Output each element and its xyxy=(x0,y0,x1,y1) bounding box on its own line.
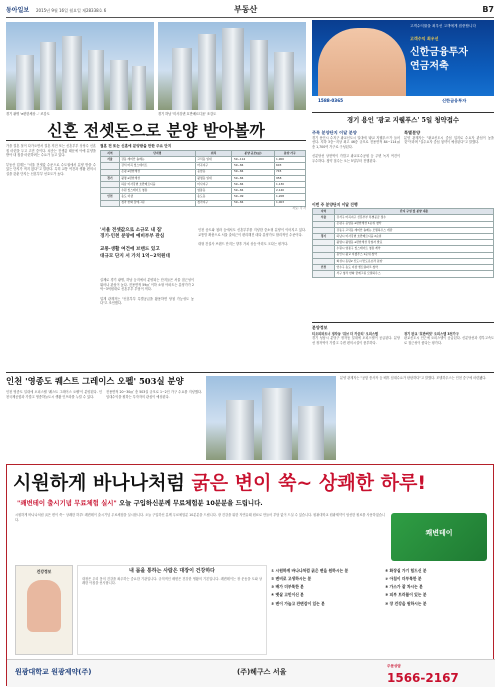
bank-ad-brand: 신한금융투자 xyxy=(410,47,468,58)
data-table xyxy=(100,150,306,207)
bank-ad-product: 연금저축 xyxy=(410,61,449,72)
schedule-cell: 광명시 광명동 e편한세상 당첨자 발표 xyxy=(335,240,494,246)
th-units: 분양 가구 xyxy=(274,150,305,156)
section-title: 부동산 xyxy=(234,5,258,14)
order-label: 주문상담 xyxy=(387,664,401,668)
main-body-col3: 인천 송도와 청라 등에서도 신혼부부를 겨냥한 중소형 분양이 이어지고 있다. 교통망 확충으로 서울 출퇴근이 편리해진 데다 분양가도 합리적인 수준이다. 대형 건설사 브랜드 단지는 향후 가치 상승 여력도 크다는 평가다. xyxy=(198,228,306,246)
th-size: 분양 규모(㎡) xyxy=(232,150,274,156)
right-body: 경기 용인시 수지구 광교신도시 일대에 '광교 지웰푸스'가 들어선다. 지하 3층~지상 최고 46층 규모로 전용면적 84~114㎡ 총 1,700여 가구로 구성된다. 신분당선 상현역이 가깝고 광교호수공원 등 주변 녹지 여건이 우수하다. 청약 접수는 오는 5일부터 진행된다. xyxy=(312,135,400,163)
table-cell: 1,003 xyxy=(274,200,305,206)
table-cell: 응암동 xyxy=(195,169,232,175)
table-cell: 청라지구 xyxy=(195,200,232,206)
brief2-body: 판교신도시 인근에 오피스텔이 공급된다. 신분당선과 경부고속도로 접근성이 좋다는 평가다. xyxy=(404,336,494,345)
briefs-head: 분양정보 xyxy=(312,325,328,330)
schedule-table xyxy=(312,208,494,277)
right-box-title: 주목 분양단지 이달 분양 xyxy=(312,130,357,135)
table-source: 자료: 각 사 xyxy=(292,205,306,210)
bottom-body-col1: 인천 영종도 일대에 오피스텔 '퀘스트 그레이스 오펠'이 분양된다. 인천국제공항과 가깝고 영종하늘도시 생활 인프라를 누릴 수 있다. xyxy=(6,390,102,399)
page-number: B7 xyxy=(482,5,494,14)
checklist-item: ④ 뱃살 고민이신 분 xyxy=(271,592,304,598)
table-cell: 인천 xyxy=(101,194,120,200)
table-cell: 603 xyxy=(274,163,305,169)
health-ad[interactable] xyxy=(6,464,494,686)
checklist-item: ⑧ 가스가 잘 차시는 분 xyxy=(385,584,423,590)
brief2-title: 경기 판교 '호반써밋' 오피스텔 3천가구 xyxy=(404,332,459,336)
table-row xyxy=(101,200,306,206)
schedule-cell: 서구 청라 한화 꿈에그린 모델하우스 xyxy=(335,271,494,277)
table-cell: 강동 래미안 솔베뉴 xyxy=(119,157,195,163)
table-cell xyxy=(101,200,120,206)
health-info-label: 건강정보 xyxy=(36,569,52,574)
th-region: 지역 xyxy=(101,150,120,156)
checklist-item: ⑨ 피부 트러블이 있는 분 xyxy=(385,592,427,598)
schedule-cell: 서울 xyxy=(313,215,335,221)
schedule-table-block xyxy=(312,202,494,278)
checklist-item: ⑥ 화장실 가기 힘드신 분 xyxy=(385,568,427,573)
bank-ad-sub: 고객수익 최우선 xyxy=(410,36,439,41)
table-cell: 59~99 xyxy=(232,194,274,200)
bottom-photo xyxy=(206,376,336,460)
table-cell: 수원 힐스테이트 영통 xyxy=(119,188,195,194)
checklist-2 xyxy=(385,565,489,655)
bottom-body-col2: 전용면적 20~30㎡ 총 503실 규모로 1~2인 가구 수요를 겨냥했다. 임대수익을 원하는 투자자의 관심이 예상된다. xyxy=(106,390,204,399)
info-panel xyxy=(77,565,267,655)
schedule-cell: 용인시 광교 지웰푸스 1순위 청약 xyxy=(335,252,494,258)
checklist-item: ③ 배가 더부룩한 분 xyxy=(271,584,304,590)
photo-caption-2: 경기 하남 '미사강변 호반베르디움' 조감도 xyxy=(158,112,217,116)
table-cell: 은평 e편한세상 xyxy=(119,169,195,175)
table-cell: 송도동 xyxy=(195,194,232,200)
schedule-cell: 강동구 고덕동 래미안 솔베뉴 모델하우스 개관 xyxy=(335,227,494,233)
photo-caption-1: 경기 광명 'e편한세상 ..' 조감도 xyxy=(6,112,50,116)
page-header xyxy=(6,4,494,18)
table-cell: 송도 더샵 xyxy=(119,194,195,200)
schedule-row xyxy=(313,271,494,277)
ad-brand-1: 원광대학교 원광제약(주) xyxy=(15,668,92,676)
ad-sub-black: 오늘 구입하신분께 무료체험분 10분분을 드립니다. xyxy=(119,499,263,507)
table-cell: 청라 한화 꿈에그린 xyxy=(119,200,195,206)
schedule-cell: 인천 xyxy=(313,265,335,271)
table-cell: 영통동 xyxy=(195,188,232,194)
bank-ad-phone[interactable]: 1588-0365 xyxy=(318,98,344,103)
schedule-cell xyxy=(313,271,335,277)
checklist-1 xyxy=(271,565,381,655)
checklist-item: ① 시원하게 바나나처럼 굵은 변을 원하시는 분 xyxy=(271,568,349,573)
th-location: 위치 xyxy=(195,150,232,156)
table-cell: 강서 마곡 힐스테이트 xyxy=(119,163,195,169)
bottom-body-col3: 분양 관계자는 "공항 종사자 등 배후 임대수요가 탄탄하다"고 말했다. 모델하우스는 인천 중구에 마련됐다. xyxy=(340,376,487,380)
table-cell: 하남 미사강변 호반베르디움 xyxy=(119,181,195,187)
right-headline: 경기 용인 '광교 지웰푸스' 5일 청약접수 xyxy=(346,116,460,124)
right-box-sub: 특별분양 xyxy=(404,130,421,135)
th-name: 단지명 xyxy=(119,150,195,156)
apartment-photo-1 xyxy=(6,22,154,110)
table-cell: 59~84 xyxy=(232,163,274,169)
ad-box-text: 대장은 우리 몸의 건강을 좌우하는 중요한 기관입니다. 규칙적인 배변은 건강한 생활의 기본입니다. 쾌변테이는 장 운동을 도와 상쾌한 아침을 선사합니다. xyxy=(82,576,262,586)
checklist-item: ② 변비로 고생하시는 분 xyxy=(271,576,312,582)
table-cell: 2,140 xyxy=(274,188,305,194)
schedule-cell: 은평구 응암동 e편한세상 1순위 청약 xyxy=(335,221,494,227)
order-phone[interactable]: 1566-2167 xyxy=(387,671,459,685)
newspaper-name: 동아일보 xyxy=(6,7,30,14)
table-cell: 59~84 xyxy=(232,200,274,206)
main-body-col2: 실제로 경기 광명, 하남 등지에서 분양되는 단지들은 서울 접근성이 뛰어나 관심이 높다. 전용면적 59㎡ 이하 소형 아파트는 분양가가 2억~3억원대로 신혼부부 부담이 적다. 업계 관계자는 "신혼부부 특별공급을 활용하면 당첨 가능성도 높다"고 조언했다. xyxy=(100,278,194,306)
schedule-cell: 화성시 동탄2 신도시 반도유보라 분양 xyxy=(335,258,494,264)
schedule-cell: 하남시 미사강변 호반베르디움 2순위 xyxy=(335,234,494,240)
body-illustration xyxy=(27,580,61,632)
right-box-body: 분양 관계자는 "광교신도시 중심 입지로 수요자 관심이 높을 것"이라며 "실수요자 중심 청약이 예상된다"고 말했다. xyxy=(404,135,496,145)
ad-headline-2: 굵은 변이 쑥~ 상쾌한 하루! xyxy=(191,472,427,494)
product-image xyxy=(391,513,487,561)
table-cell: 59~84 xyxy=(232,188,274,194)
apartment-photo-2 xyxy=(158,22,306,110)
checklist-item: ⑦ 아침이 더부룩한 분 xyxy=(385,576,422,582)
schedule-cell: 연수구 송도 더샵 센트럴파크 청약 xyxy=(335,265,494,271)
main-body-col1: 가을 결혼 철이 다가오면서 결혼 직전 또는 신혼부부 상당수 신혼집 마련을 두고 고민 중이다. 치솟는 전셋값 때문에 아예 분양을 받아 내 집을 마련하려는 수요가 늘고 있다. 부동산 업계는 "서울 전셋값 수준으로 수도권에서 분양 받을 수 있는 단지가 적지 않다"고 말한다. 특히 교통 여건과 생활 편의시설을 갖춘 단지는 신혼부부 선호도가 높다. xyxy=(6,144,96,176)
bank-ad-headline: 고객수익률을 최우선 고객에게 집중합니다 xyxy=(410,24,476,28)
bank-ad[interactable] xyxy=(312,20,494,108)
table-cell: 광명 e편한세상 xyxy=(119,175,195,181)
main-subheadline: '서울 전셋값으로 소규모 내 집' 경기·인천 분양에 예비부부 관심 교통·생활 여건에 브랜드 있고 대규모 단지 서 가치 1억~2억원대 xyxy=(100,228,170,259)
model-figure xyxy=(318,28,406,98)
ad-sub-red: "쾌변테이 출시기념 무료체험 실시" xyxy=(17,499,117,507)
table-cell: 서울 xyxy=(101,157,120,163)
brief1-title: 티오피파트너 정자동 '위브 더 카운티' 오피스텔 xyxy=(312,332,379,336)
table-cell: 광명동 일대 xyxy=(195,175,232,181)
th2-region: 지역 xyxy=(313,209,335,215)
th2-detail: 단지 구성 및 분양 내용 xyxy=(335,209,494,215)
table-cell: 59~84 xyxy=(232,175,274,181)
product-name: 쾌변테이 xyxy=(425,529,453,537)
bottom-headline: 인천 '영종도 퀘스트 그레이스 오펠' 503실 분양 xyxy=(6,376,184,386)
bank-ad-logo: 신한금융투자 xyxy=(442,98,467,103)
issue-date: 2015년 9월 16일 월요일 제28338호 6 xyxy=(36,8,107,13)
checklist-item: ⑤ 변이 가늘고 잔변감이 있는 분 xyxy=(271,600,325,606)
ad-headline-1: 시원하게 바나나처럼 xyxy=(13,472,185,494)
table-cell: 1,900 xyxy=(274,157,305,163)
schedule-cell: 경기 xyxy=(313,234,335,240)
table-cell: 59~84 xyxy=(232,169,274,175)
health-info-box xyxy=(15,565,73,655)
ad-body-text: 시원하게 바나나처럼 굵은 변이 쑥~ 상쾌한 하루! 쾌변테이 출시기념 무료체험을 실시합니다. 오늘 구입하신 분께 무료체험분 10분분을 드립니다. 장 건강을 위한 자연유래 원료로 만들어 부담 없이 드실 수 있습니다. 원광대학교 원광제약이 엄선한 원료를 사용하였습니다. xyxy=(15,513,385,522)
table-cell: 마곡지구 xyxy=(195,163,232,169)
table-cell: 경기 xyxy=(101,175,120,181)
table-cell: 59~114 xyxy=(232,157,274,163)
table-cell: 745 xyxy=(274,169,305,175)
schedule-cell: 강서구 마곡지구 신혼부부 특별공급 접수 xyxy=(335,215,494,221)
table-cell: 59~84 xyxy=(232,181,274,187)
main-headline: 신혼 전셋돈으로 분양 받아볼까 xyxy=(47,121,265,140)
table-cell: 1,208 xyxy=(274,194,305,200)
table-cell: 고덕동 일대 xyxy=(195,157,232,163)
brief1-body: 경기 성남시 분당구 정자동 일대에 오피스텔이 공급된다. 분당선 정자역이 가깝고 주변 편의시설이 풍부하다. xyxy=(312,336,400,345)
table-cell: 1,130 xyxy=(274,181,305,187)
complex-table xyxy=(100,144,306,211)
schedule-title: 이번 주 분양단지 이달 진행 xyxy=(312,202,358,207)
table-caption: 결혼 전 또는 신혼에 분양받을 만한 주요 단지 xyxy=(100,144,172,148)
checklist-item: ⑩ 장 건강을 원하시는 분 xyxy=(385,600,427,606)
table-cell: 958 xyxy=(274,175,305,181)
ad-brand-2: (주)헤구스 서울 xyxy=(237,668,287,676)
schedule-cell: 수원시 영통구 힐스테이트 영통 계약 xyxy=(335,246,494,252)
table-cell: 미사지구 xyxy=(195,181,232,187)
ad-box-title: 내 몸을 통하는 사람은 대장이 건강하다 xyxy=(129,568,215,574)
